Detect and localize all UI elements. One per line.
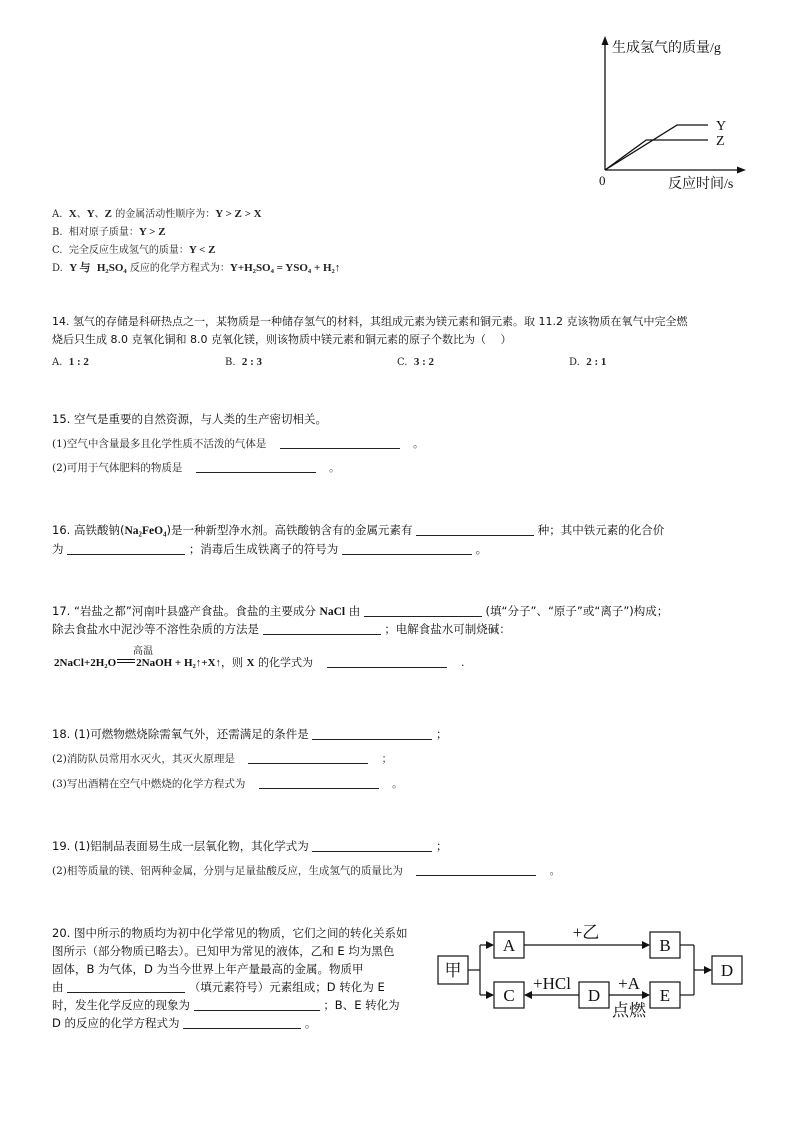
- q15-title: 15. 空气是重要的自然资源，与人类的生产密切相关。: [52, 412, 327, 426]
- series-line-z: [605, 140, 708, 170]
- q17-line2: 除去食盐水中泥沙等不溶性杂质的方法是 ；电解食盐水可制烧碱：: [52, 622, 511, 636]
- q19-blank-2[interactable]: [416, 864, 536, 876]
- q18-blank-1[interactable]: [312, 728, 432, 740]
- q13-option-c: C. 完全反应生成氢气的质量：Y < Z: [52, 244, 216, 256]
- q13-option-d: D. Y 与 H₂SO₄ 反应的化学方程式为：Y+H₂SO₄ = YSO₄ + H₂↑: [52, 262, 341, 274]
- equation-equals-sign: [117, 659, 135, 663]
- q19-sub2: (2)相等质量的镁、铝两种金属，分别与足量盐酸反应，生成氢气的质量比为 。: [52, 865, 561, 877]
- label-plus-a: +A: [618, 974, 640, 993]
- series-label-y: Y: [716, 119, 727, 134]
- q17-blank-3[interactable]: [327, 656, 447, 668]
- q20-line2: 图所示（部分物质已略去）。已知甲为常见的液体，乙和 E 均为黑色: [52, 944, 395, 958]
- q15-sub2: (2)可用于气体肥料的物质是 。: [52, 462, 340, 474]
- series-line-y: [605, 125, 708, 170]
- q20-line5: 时，发生化学反应的现象为 ；B、E 转化为: [52, 998, 400, 1012]
- q17-blank-2[interactable]: [263, 623, 381, 635]
- label-plus-yi: +乙: [572, 923, 600, 942]
- label-plus-hcl: +HCl: [533, 974, 571, 993]
- q16-line2: 为 ；消毒后生成铁离子的符号为 。: [52, 542, 488, 556]
- q14-option-a: A. 1 : 2: [52, 356, 89, 368]
- q16-blank-2[interactable]: [67, 543, 185, 555]
- q15-blank-1[interactable]: [280, 437, 400, 449]
- y-axis-arrow: [602, 36, 609, 45]
- q17-condition: 高温: [133, 646, 153, 657]
- conversion-diagram: [436, 918, 746, 1024]
- q20-blank-2[interactable]: [194, 999, 320, 1011]
- q20-line4: 由 （填元素符号）元素组成；D 转化为 E: [52, 980, 385, 994]
- x-axis-label: 反应时间/s: [668, 177, 734, 192]
- q14-option-d: D. 2 : 1: [569, 356, 607, 368]
- q16-blank-1[interactable]: [416, 524, 534, 536]
- q18-blank-3[interactable]: [259, 777, 379, 789]
- chart-series-group: [605, 119, 726, 170]
- node-e: E: [659, 986, 671, 1005]
- q15-blank-2[interactable]: [196, 461, 316, 473]
- node-a: A: [502, 936, 516, 955]
- q14-option-c: C. 3 : 2: [397, 356, 435, 368]
- node-c: C: [503, 986, 515, 1005]
- node-d1: D: [587, 986, 601, 1005]
- node-jia: 甲: [444, 961, 462, 980]
- q18-sub2: (2)消防队员常用水灭火，其灭火原理是 ；: [52, 753, 393, 765]
- q20-blank-3[interactable]: [183, 1017, 301, 1029]
- node-b: B: [659, 936, 671, 955]
- y-axis-label: 生成氢气的质量/g: [612, 41, 721, 56]
- q16-blank-3[interactable]: [342, 543, 472, 555]
- label-dianran: 点燃: [612, 1001, 646, 1020]
- series-label-z: Z: [716, 134, 725, 149]
- origin-label: 0: [599, 173, 606, 188]
- q17-blank-1[interactable]: [364, 605, 482, 617]
- q13-option-b: B. 相对原子质量：Y > Z: [52, 226, 166, 238]
- x-axis-arrow: [737, 167, 746, 174]
- q19-blank-1[interactable]: [312, 840, 432, 852]
- node-d2: D: [720, 961, 734, 980]
- hydrogen-mass-chart: [590, 30, 760, 195]
- q20-line1: 20. 图中所示的物质均为初中化学常见的物质，它们之间的转化关系如: [52, 926, 408, 940]
- q20-line6: D 的反应的化学方程式为 。: [52, 1016, 317, 1030]
- q15-sub1: (1)空气中含量最多且化学性质不活泼的气体是 。: [52, 438, 424, 450]
- q18-sub1: 18. (1)可燃物燃烧除需氧气外，还需满足的条件是 ；: [52, 727, 448, 741]
- q18-sub3: (3)写出酒精在空气中燃烧的化学方程式为 。: [52, 778, 403, 790]
- q20-blank-1[interactable]: [67, 981, 185, 993]
- q17-line1: 17. “岩盐之都”河南叶县盛产食盐。食盐的主要成分 NaCl 由 (填“分子”、“原子”或“离子”)构成；: [52, 604, 669, 618]
- q14-line2: 烧后只生成 8.0 克氧化铜和 8.0 克氧化镁，则该物质中镁元素和铜元素的原子个数比为（ ）: [52, 333, 512, 346]
- q14-line1: 14. 氢气的存储是科研热点之一，某物质是一种储存氢气的材料，其组成元素为镁元素和铜元素。取 11.2 克该物质在氧气中完全燃: [52, 315, 688, 328]
- q16-line1: 16. 高铁酸钠(Na₂FeO₄)是一种新型净水剂。高铁酸钠含有的金属元素有 种；其中铁元素的化合价: [52, 523, 665, 537]
- q20-line3: 固体，B 为气体，D 为当今世界上年产量最高的金属。物质甲: [52, 962, 364, 976]
- q18-blank-2[interactable]: [248, 752, 368, 764]
- q14-option-b: B. 2 : 3: [225, 356, 263, 368]
- q19-sub1: 19. (1)铝制品表面易生成一层氧化物，其化学式为 ；: [52, 839, 448, 853]
- q17-equation: 2NaCl+2H₂O 2NaOH + H₂↑+X↑，则 X 的化学式为 .: [54, 656, 465, 669]
- q13-option-a: A. X、Y、Z 的金属活动性顺序为：Y > Z > X: [52, 208, 262, 220]
